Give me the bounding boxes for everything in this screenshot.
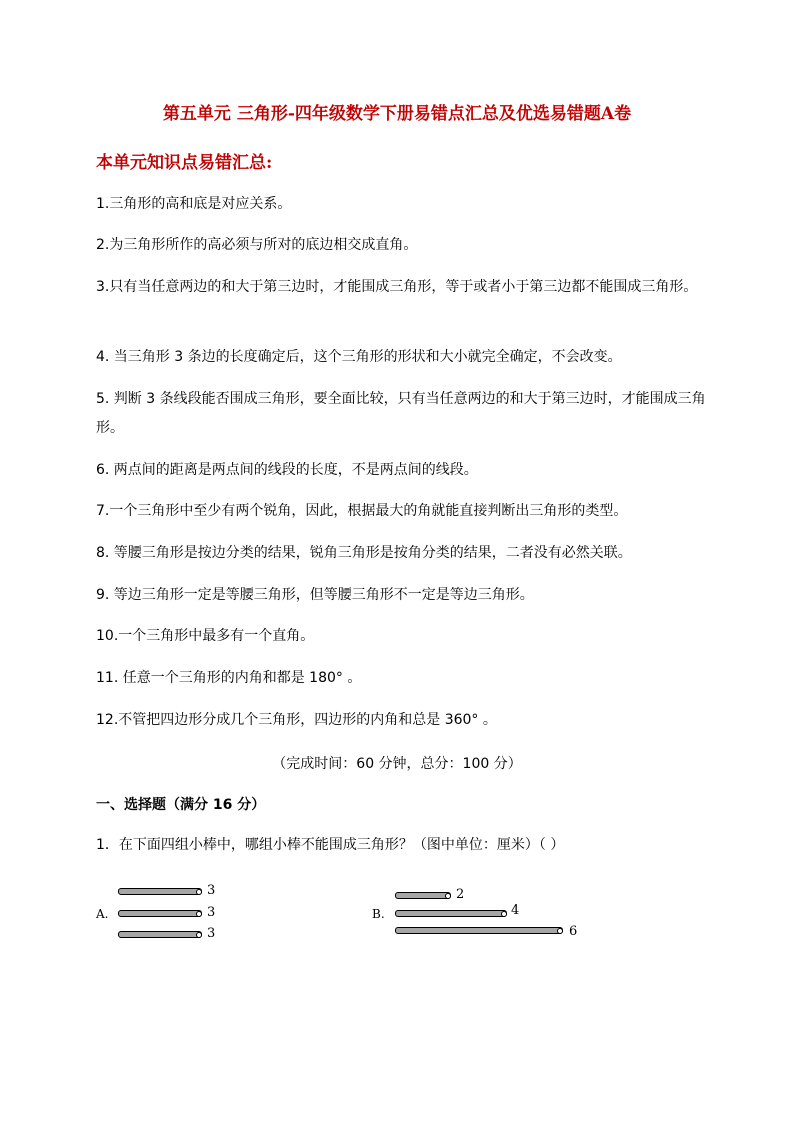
section-heading: 一、选择题（满分 16 分）: [96, 797, 266, 813]
stick-b3-length: 6: [569, 924, 578, 939]
stick-b2: [395, 910, 507, 917]
stick-a3: [118, 931, 202, 938]
stick-b1: [395, 892, 451, 899]
knowledge-item: 12.不管把四边形分成几个三角形，四边形的内角和总是 360° 。: [96, 712, 497, 728]
stick-a3-length: 3: [207, 926, 216, 941]
document-title: 第五单元 三角形-四年级数学下册易错点汇总及优选易错题A卷: [162, 104, 632, 124]
option-b-label[interactable]: B.: [372, 907, 385, 921]
knowledge-item: 7.一个三角形中至少有两个锐角，因此，根据最大的角就能直接判断出三角形的类型。: [96, 503, 628, 519]
stick-b1-length: 2: [456, 887, 465, 902]
stick-a1-length: 3: [207, 883, 216, 898]
knowledge-item: 10.一个三角形中最多有一个直角。: [96, 628, 315, 644]
knowledge-item: 9. 等边三角形一定是等腰三角形，但等腰三角形不一定是等边三角形。: [96, 587, 534, 603]
stick-a2-length: 3: [207, 905, 216, 920]
stick-b2-length: 4: [511, 903, 520, 918]
knowledge-item: 5. 判断 3 条线段能否围成三角形，要全面比较，只有当任意两边的和大于第三边时，才能围成三角形。: [96, 391, 706, 436]
knowledge-summary-heading: 本单元知识点易错汇总:: [96, 153, 273, 173]
option-a-label[interactable]: A.: [96, 907, 109, 921]
knowledge-item: 2.为三角形所作的高必须与所对的底边相交成直角。: [96, 237, 418, 253]
question-1-text: 1．在下面四组小棒中，哪组小棒不能围成三角形？（图中单位：厘米）（ ）: [96, 837, 565, 853]
knowledge-item: 3.只有当任意两边的和大于第三边时，才能围成三角形，等于或者小于第三边都不能围成三角形。: [96, 279, 698, 295]
knowledge-item: 6. 两点间的距离是两点间的线段的长度，不是两点间的线段。: [96, 462, 478, 478]
knowledge-item: 11. 任意一个三角形的内角和都是 180° 。: [96, 670, 362, 686]
knowledge-item: 1.三角形的高和底是对应关系。: [96, 196, 292, 212]
stick-a2: [118, 910, 202, 917]
knowledge-item: 8. 等腰三角形是按边分类的结果，锐角三角形是按角分类的结果，二者没有必然关联。: [96, 545, 632, 561]
time-note: （完成时间：60 分钟，总分：100 分）: [272, 756, 522, 772]
stick-a1: [118, 888, 202, 895]
stick-b3: [395, 927, 563, 934]
knowledge-item: 4. 当三角形 3 条边的长度确定后，这个三角形的形状和大小就完全确定，不会改变。: [96, 349, 622, 365]
